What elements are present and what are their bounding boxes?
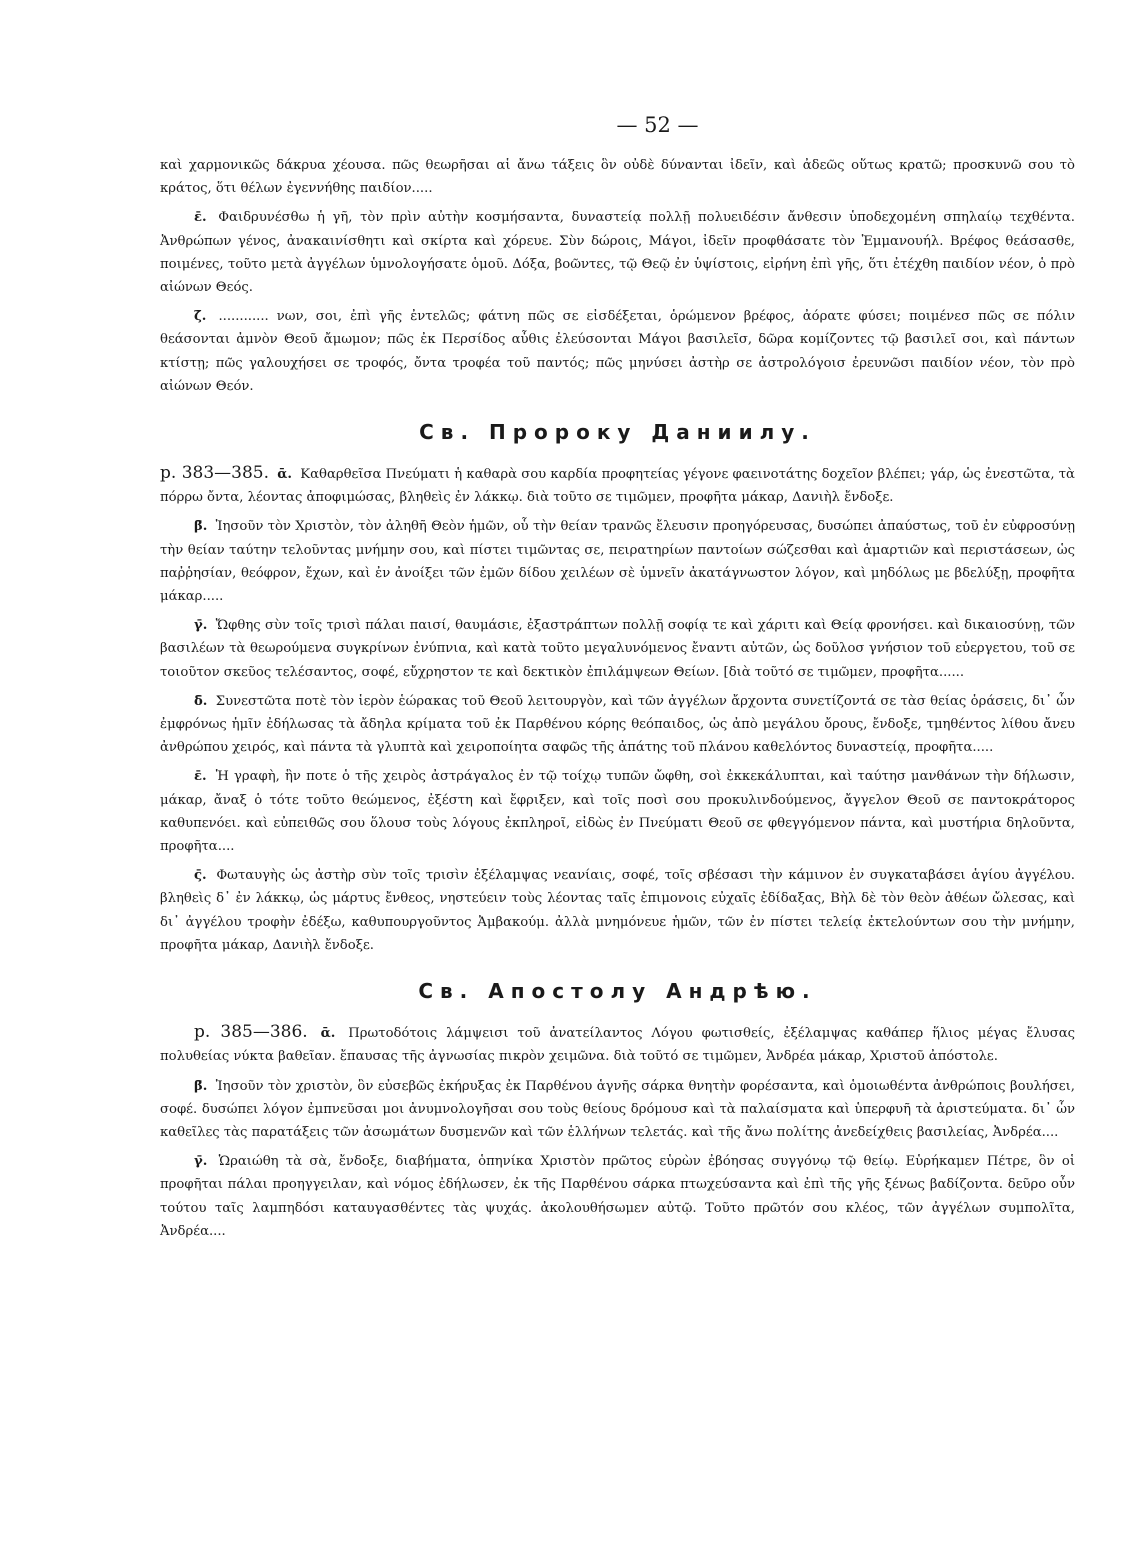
paragraph-text: Ὡραιώθη τὰ σὰ, ἔνδοξε, διαβήματα, ὁπηνίκα Χριστὸν πρῶτος εὑρὼν ἐβόησας συγγόνῳ τῷ θείῳ. Εὑρήκαμεν Πέτρε, ὃν οἱ προφῆται πάλαι προηγγειλαν, καὶ νόμος ἐδήλωσεν, ἐκ τῆς Παρθένου σάρκα πτωχεύσαντα καὶ ἐπὶ τῆς γῆς ξένως βαδίζοντα. δεῦρο οὖν τούτου ταῖς λαμπηδόσι καταυγασθέντες τὰς ψυχάς. ἀκολουθήσωμεν αὐτῷ. Τοῦτο πρῶτόν σου κλέος, τῶν ἀγγέλων συμπολῖτα, Ἀνδρέα.... [160,1154,1075,1239]
strophe-number: ζ̄. [194,309,207,325]
paragraph-text: Φωταυγὴς ὡς ἀστὴρ σὺν τοῖς τρισὶν ἐξέλαμψας νεανίαις, σοφέ, τοῖς σβέσασι τὴν κάμινον ἐν συγκαταβάσει ἁγίου ἀγγέλου. βληθεὶς δ᾽ ἐν λάκκῳ, ὡς μάρτυς ἔνθεος, νηστεύειν τοὺς λέοντας ταῖς ἐπιμονοις εὐχαῖς ἐδίδαξας, Βὴλ δὲ τὸν θεὸν ἀθέων ὤλεσας, καὶ δι᾽ ἀγγέλου τροφὴν ἐδέξω, καθυπουργοῦντος Ἀμβακούμ. ἀλλὰ μνημόνευε ἡμῶν, τῶν ἐν πίστει τελείᾳ ἐκτελούντων σου τὴν μνήμην, προφῆτα μάκαρ, Δανιὴλ ἔνδοξε. [160,868,1076,953]
document-page [160,108,1075,1249]
paragraph-text: ............ νων, σοι, ἐπὶ γῆς ἐντελῶς; φάτνη πῶς σε εἰσδέξεται, ὁρώμενον βρέφος, ἀόρατε φύσει; ποιμένεσ πῶς σε πόλιν θεάσονται ἀμνὸν Θεοῦ ἄμωμον; πῶς ἐκ Περσίδος αὖθις ἐλεύσονται Μάγοι βασιλεῖσ, δῶρα κομίζοντες τῷ βασιλεῖ σοι, καὶ πάντων κτίστῃ; πῶς γαλουχήσει σε τροφός, ὄντα τροφέα τοῦ παντός; πῶς μηνύσει ἀστὴρ σε ἀστρολόγοισ ἐρευνῶσι παιδίον νέον, τὸν πρὸ αἰώνων Θεόν. [160,309,1075,394]
paragraph-text: Ἰησοῦν τὸν Χριστὸν, τὸν ἀληθῆ Θεὸν ἡμῶν, οὗ τὴν θείαν τρανῶς ἔλευσιν προηγόρευσας, δυσώπει ἀπαύστως, τοῦ ἐν εὐφροσύνῃ τὴν θείαν ταύτην τελοῦντας μνήμην σου, καὶ πίστει τιμῶντας σε, πειρατηρίων παντοίων σώζεσθαι καὶ ἁμαρτιῶν καὶ περιστάσεων, ὡς παῤῥησίαν, θεόφρον, ἔχων, καὶ ἐν ἀνοίξει τῶν ἐμῶν δίδου χειλέων σὲ ὑμνεῖν ἀκατάγνωστον λόγον, καὶ μηδόλως με βδελύξῃ, προφῆτα μάκαρ..... [160,519,1075,605]
paragraph-text: Καθαρθεῖσα Πνεύματι ἡ καθαρὰ σου καρδία προφητείας γέγονε φαεινοτάτης δοχεῖον βλέπει; γάρ, ὡς ἐνεστῶτα, τὰ πόρρω ὄντα, λέοντας ἀποφιμώσας, βληθεὶς ἐν λάκκῳ. διὰ τοῦτο σε τιμῶμεν, προφῆτα μάκαρ, Δανιὴλ ἔνδοξε. [160,467,1075,506]
strophe-number: γ̄. [194,1154,208,1170]
intro-paragraph-3 [160,305,1075,398]
strophe-number: δ̄. [194,693,208,709]
strophe-number: ᾱ. [320,1026,336,1042]
daniel-paragraph-3 [160,614,1075,684]
paragraph-text: Πρωτοδότοις λάμψεισι τοῦ ἀνατείλαντος Λόγου φωτισθείς, ἐξέλαμψας καθάπερ ἥλιος μέγας ἔλυσας πολυθείας νύκτα βαθεῖαν. ἔπαυσας τῆς ἀγνωσίας πικρὸν χειμῶνα. διὰ τοῦτό σε τιμῶμεν, Ἀνδρέα μάκαρ, Χριστοῦ ἀπόστολε. [160,1026,1075,1065]
daniel-paragraph-1 [160,462,1075,509]
paragraph-text: Ἡ γραφὴ, ἣν ποτε ὁ τῆς χειρὸς ἀστράγαλος ἐν τῷ τοίχῳ τυπῶν ὤφθη, σοὶ ἐκκεκάλυπται, καὶ ταύτησ μανθάνων τὴν δήλωσιν, μάκαρ, ἄναξ ὁ τότε τοῦτο θεώμενος, ἐξέστη καὶ ἔφριξεν, καὶ τοῖς ποσὶ σου προκυλινδούμενος, ἄγγελον Θεοῦ σε παντοκράτορος καθυπενόει. καὶ εὐπειθῶς σου ὅλουσ τοὺς λόγους ἐκπληροῖ, εἰδὼς ἐν Πνεύματι Θεοῦ σε φθεγγόμενον πάντα, καὶ μυστήρια δηλοῦντα, προφῆτα.... [160,769,1075,855]
daniel-paragraph-6 [160,864,1075,957]
strophe-number: ε̄. [194,769,207,785]
andrew-paragraph-1 [160,1021,1075,1068]
daniel-paragraph-2 [160,515,1075,608]
page-number: — 52 — [616,113,699,137]
section-heading-daniel: Св. Пророку Даниилу. [419,420,816,445]
intro-paragraph-2 [160,206,1075,299]
daniel-paragraph-5 [160,765,1075,858]
paragraph-text: Ὤφθης σὺν τοῖς τρισὶ πάλαι παισί, θαυμάσιε, ἐξαστράπτων πολλῇ σοφίᾳ τε καὶ χάριτι καὶ Θείᾳ φρονήσει. καὶ δικαιοσύνῃ, τῶν βασιλέων τὰ θεωρούμενα συγκρίνων ἐνύπνια, καὶ κατὰ τοῦτο μεγαλυνόμενος ἔναντι αὐτῶν, ὡς δοῦλοσ γνήσιον τοῦ εὐεργετου, τοῦ σε τοιοῦτον σκεῦος τελέσαντος, σοφέ, εὔχρηστον τε καὶ δεκτικὸν ἐπιλάμψεων Θείων. [διὰ τοῦτό σε τιμῶμεν, προφῆτα...... [160,618,1075,680]
andrew-paragraph-3 [160,1150,1075,1243]
page-reference: р. 385—386. [194,1022,308,1043]
paragraph-text: Ἰησοῦν τὸν χριστὸν, ὃν εὐσεβῶς ἐκήρυξας ἐκ Παρθένου ἁγνῆς σάρκα θνητὴν φορέσαντα, καὶ ὁμοιωθέντα ἀνθρώποις βουλήσει, σοφέ. δυσώπει λόγον ἐμπνεῦσαι μοι ἀνυμνολογῆσαι σου τοὺς θείους δρόμουσ καὶ τὰ παλαίσματα καὶ ὑπερφυῆ τὰ ἀριστεύματα. δι᾽ ὧν καθεῖλες τὰς παρατάξεις τῶν ἀσωμάτων δυσμενῶν καὶ τῶν ἑλλήνων τελετάς. καὶ τῆς ἄνω πολίτης ἀνεδείχθεις βασιλείας, Ἀνδρέα.... [160,1078,1075,1140]
paragraph-text: Φαιδρυνέσθω ἡ γῆ, τὸν πρὶν αὐτὴν κοσμήσαντα, δυναστείᾳ πολλῇ πολυειδέσιν ἄνθεσιν ὑποδεχομένη σπηλαίῳ τεχθέντα. Ἀνθρώπων γένος, ἀνακαινίσθητι καὶ σκίρτα καὶ χόρευε. Σὺν δώροις, Μάγοι, ἰδεῖν προφθάσατε τὸν Ἐμμανουήλ. Βρέφος θεάσασθε, ποιμένες, τοῦτο μετὰ ἀγγέλων ὑμνολογήσατε ὁμοῦ. Δόξα, βοῶντες, τῷ Θεῷ ἐν ὑψίστοις, εἰρήνη ἐπὶ γῆς, ὅτι ἐτέχθη παιδίον νέον, ὁ πρὸ αἰώνων Θεός. [160,210,1075,296]
andrew-paragraph-2 [160,1075,1075,1145]
paragraph-text: καὶ χαρμονικῶς δάκρυα χέουσα. πῶς θεωρῆσαι αἱ ἄνω τάξεις ὃν οὐδὲ δύνανται ἰδεῖν, καὶ ἀδεῶς οὕτως κρατῶ; προσκυνῶ σου τὸ κράτος, ὅτι θέλων ἐγεννήθης παιδίον..... [160,158,1075,197]
strophe-number: β̄. [194,519,208,535]
strophe-number: ε̄. [194,210,207,226]
paragraph-text: Συνεστῶτα ποτὲ τὸν ἱερὸν ἑώρακας τοῦ Θεοῦ λειτουργὸν, καὶ τῶν ἀγγέλων ἄρχοντα συνετίζοντά σε τὰσ θείας ὁράσεις, δι᾽ ὧν ἐμφρόνως ἡμῖν ἐδήλωσας τὰ ἄδηλα κρίματα τοῦ ἐκ Παρθένου κόρης θεόπαιδος, ὡς ἀπὸ μεγάλου ὄρους, ἔνδοξε, τμηθέντος λίθου ἄνευ ἀνθρώπου χειρός, καὶ πάντα τὰ γλυπτὰ καὶ χειροποίητα σαφῶς τῆς ἀπάτης τοῦ πλάνου καθελόντος δυναστείᾳ, προφῆτα..... [160,693,1075,756]
strophe-number: γ̄. [194,618,208,634]
strophe-number: ς̄. [194,868,207,884]
daniel-paragraph-4 [160,690,1075,760]
intro-paragraph-1 [160,154,1075,200]
page-reference: р. 383—385. [160,463,270,484]
strophe-number: β̄. [194,1078,208,1094]
section-heading-andrew: Св. Апостолу Андрѣю. [418,979,817,1004]
strophe-number: ᾱ. [277,467,293,483]
